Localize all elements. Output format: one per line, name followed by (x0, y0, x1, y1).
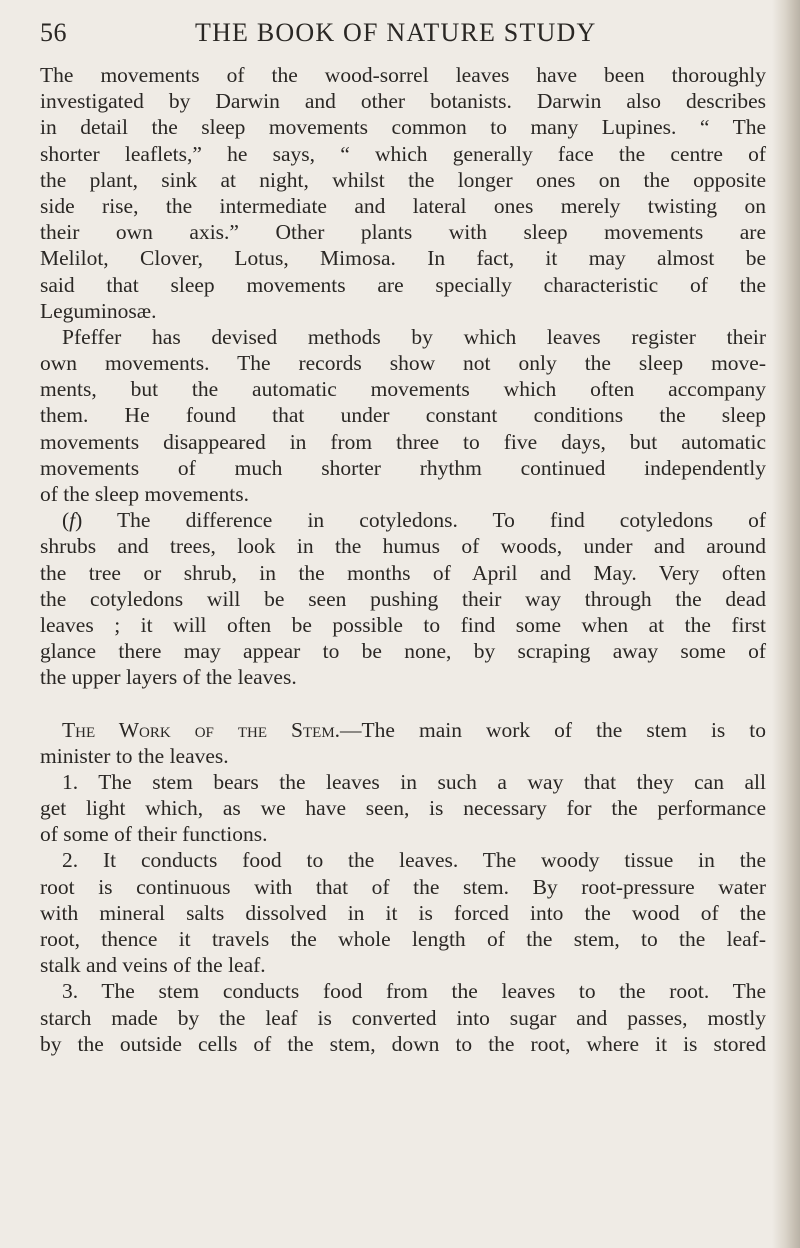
text-line: said that sleep movements are specially characteristic of the (40, 272, 766, 297)
text-line: movements disappeared in from three to five days, but automatic (40, 429, 766, 454)
text-line: shorter leaflets,” he says, “ which generally face the centre of (40, 141, 766, 166)
text-line: starch made by the leaf is converted into sugar and passes, mostly (40, 1005, 766, 1030)
text-line: 1. The stem bears the leaves in such a way that they can all (62, 769, 766, 794)
body-text (40, 62, 766, 1057)
section-heading: The Work of the Stem. (62, 717, 341, 742)
text-line: the tree or shrub, in the months of April and May. Very often (40, 560, 766, 585)
text-line: root, thence it travels the whole length of the stem, to the leaf- (40, 927, 766, 951)
text-line: shrubs and trees, look in the humus of woods, under and around (40, 534, 766, 559)
text-line: the upper layers of the leaves. (40, 665, 297, 690)
text-line: the plant, sink at night, whilst the longer ones on the opposite (40, 167, 766, 192)
text-line: 2. It conducts food to the leaves. The woody tissue in the (62, 848, 766, 873)
text-line: investigated by Darwin and other botanists. Darwin also describes (40, 89, 766, 114)
page-edge-shadow (772, 0, 800, 1248)
text-line: glance there may appear to be none, by scraping away some of (40, 639, 766, 664)
text-line: in detail the sleep movements common to many Lupines. “ The (40, 115, 766, 140)
text-line: 3. The stem conducts food from the leaves to the root. The (62, 979, 766, 1004)
text-line: (f) The difference in cotyledons. To find cotyledons of (62, 508, 766, 533)
text-line: with mineral salts dissolved in it is forced into the wood of the (40, 900, 766, 925)
text-line: by the outside cells of the stem, down to the root, where it is stored (40, 1031, 766, 1056)
text-line: of the sleep movements. (40, 482, 249, 506)
text-line: movements of much shorter rhythm continued independently (40, 455, 766, 480)
text-line: minister to the leaves. (40, 743, 229, 768)
text-line: Pfeffer has devised methods by which leaves register their (62, 324, 766, 349)
text-line: leaves ; it will often be possible to find some when at the first (40, 612, 766, 637)
text-line: own movements. The records show not only the sleep move- (40, 351, 766, 376)
text-line: of some of their functions. (40, 822, 268, 847)
text-line (40, 717, 766, 743)
text-line: stalk and veins of the leaf. (40, 953, 266, 978)
text-line: Melilot, Clover, Lotus, Mimosa. In fact, it may almost be (40, 246, 766, 271)
text-line: get light which, as we have seen, is necessary for the performance (40, 796, 766, 821)
text-line: side rise, the intermediate and lateral ones merely twisting on (40, 193, 766, 218)
text-line: The movements of the wood-sorrel leaves have been thoroughly (40, 63, 766, 87)
text-line: their own axis.” Other plants with sleep movements are (40, 220, 766, 245)
text-line: Leguminosæ. (40, 298, 157, 323)
text-line: the cotyledons will be seen pushing their way through the dead (40, 586, 766, 611)
running-head (40, 18, 760, 54)
running-title: THE BOOK OF NATURE STUDY (195, 18, 597, 47)
text-line: them. He found that under constant conditions the sleep (40, 403, 766, 428)
text-line: root is continuous with that of the stem. By root-pressure water (40, 874, 766, 899)
page-number: 56 (40, 18, 67, 47)
section-gap (40, 691, 766, 717)
text-line: ments, but the automatic movements which often accompany (40, 377, 766, 402)
text-line-content: —The main work of the stem is to (340, 717, 767, 742)
